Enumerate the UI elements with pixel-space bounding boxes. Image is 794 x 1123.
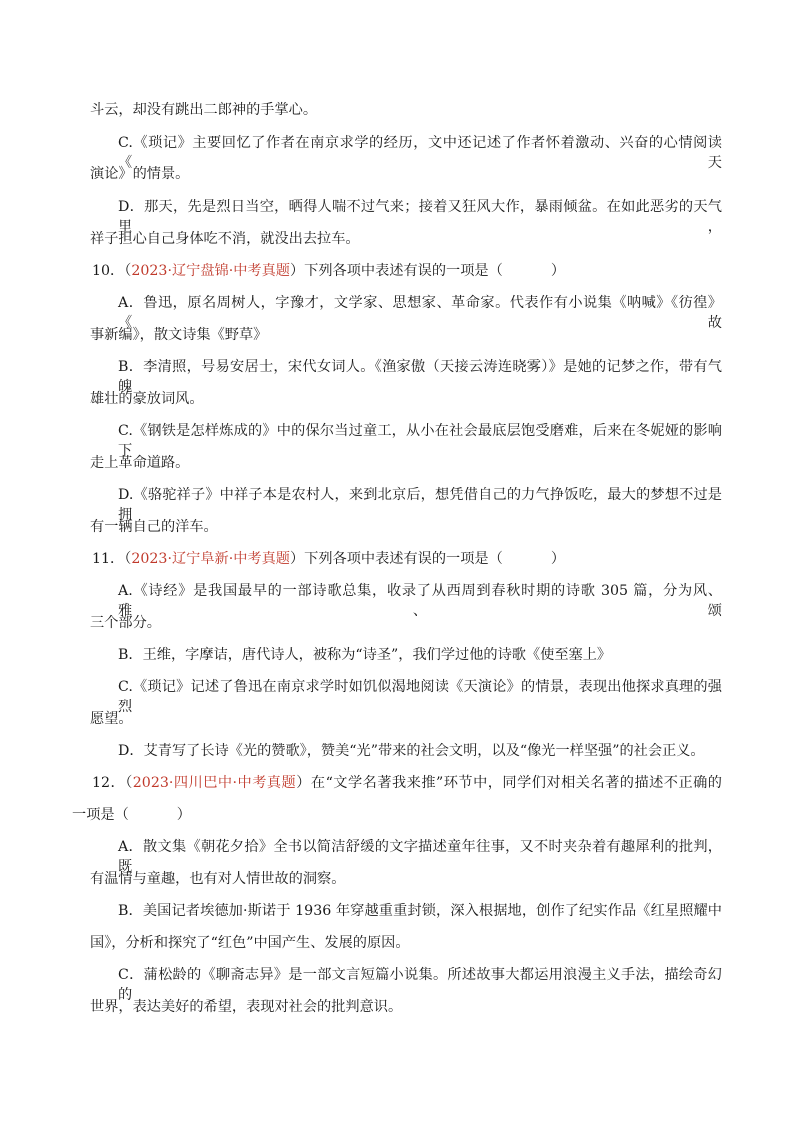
q12-option-c-line2: 世界，表达美好的希望，表现对社会的批判意识。 bbox=[90, 999, 403, 1015]
question-close: ） bbox=[550, 551, 566, 567]
q10-option-b-line2: 雄壮的豪放词风。 bbox=[90, 391, 204, 407]
q10-option-b-line1: B．李清照，号易安居士，宋代女词人。《渔家傲（天接云涛连晓雾）》是她的记梦之作，带有气魄 bbox=[118, 359, 722, 395]
question-text: ）下列各项中表述有误的一项是（ bbox=[289, 551, 503, 567]
question-10-stem bbox=[92, 261, 565, 281]
q10-option-a-line2: 事新编》，散文诗集《野草》 bbox=[90, 327, 268, 343]
q10-option-a-line1: A．鲁迅，原名周树人，字豫才，文学家、思想家、革命家。代表作有小说集《呐喊》《彷徨》《故 bbox=[118, 295, 722, 331]
question-text: ）下列各项中表述有误的一项是（ bbox=[289, 263, 503, 279]
question-text: ）在“文学名著我来推”环节中，同学们对相关名著的描述不正确的 bbox=[296, 775, 722, 791]
q10-option-c-line1: C.《钢铁是怎样炼成的》中的保尔当过童工，从小在社会最底层饱受磨难，后来在冬妮娅的影响下 bbox=[118, 423, 722, 459]
intro-line: 斗云，却没有跳出二郎神的手掌心。 bbox=[90, 102, 318, 118]
question-source: 2023·辽宁盘锦·中考真题 bbox=[131, 263, 290, 279]
prev-option-d-line1: D．那天，先是烈日当空，晒得人喘不过气来；接着又狂风大作，暴雨倾盆。在如此恶劣的天气里， bbox=[118, 199, 722, 235]
question-source: 2023·辽宁阜新·中考真题 bbox=[131, 551, 290, 567]
q10-option-c-line2: 走上革命道路。 bbox=[90, 455, 190, 471]
question-12-stem bbox=[92, 773, 722, 793]
q12-option-b-line2: 国》，分析和探究了“红色”中国产生、发展的原因。 bbox=[90, 935, 410, 951]
q11-option-c-line1: C.《琐记》记述了鲁迅在南京求学时如饥似渴地阅读《天演论》的情景，表现出他探求真理的强烈 bbox=[118, 679, 722, 715]
q11-option-a-line2: 三个部分。 bbox=[90, 615, 161, 631]
question-11-stem bbox=[92, 549, 565, 569]
prev-option-d-line2: 祥子担心自己身体吃不消，就没出去拉车。 bbox=[90, 231, 360, 247]
q10-option-d-line2: 有一辆自己的洋车。 bbox=[90, 519, 218, 535]
q11-option-b-line1: B．王维，字摩诘，唐代诗人，被称为“诗圣”，我们学过他的诗歌《使至塞上》 bbox=[118, 647, 612, 663]
question-close: ） bbox=[550, 263, 566, 279]
q11-option-d-line1: D．艾青写了长诗《光的赞歌》，赞美“光”带来的社会文明，以及“像光一样坚强”的社会正义。 bbox=[118, 743, 705, 759]
q12-option-b-line1: B．美国记者埃德加·斯诺于 1936 年穿越重重封锁，深入根据地，创作了纪实作品《红星照耀中 bbox=[118, 903, 722, 919]
question-close: ） bbox=[176, 807, 191, 823]
q10-option-d-line1: D.《骆驼祥子》中祥子本是农村人，来到北京后，想凭借自己的力气挣饭吃，最大的梦想不过是拥 bbox=[118, 487, 722, 523]
prev-option-c-line2: 演论》的情景。 bbox=[90, 166, 190, 182]
question-12-stem-line2 bbox=[72, 805, 191, 825]
question-number: 10．（ bbox=[92, 263, 132, 279]
q12-option-a-line1: A．散文集《朝花夕拾》全书以简洁舒缓的文字描述童年往事，又不时夹杂着有趣犀利的批判，既 bbox=[118, 839, 722, 875]
prev-option-c-line1: C.《琐记》主要回忆了作者在南京求学的经历，文中还记述了作者怀着激动、兴奋的心情阅读《天 bbox=[118, 135, 722, 171]
question-source: 2023·四川巴中·中考真题 bbox=[132, 775, 297, 791]
question-number: 11．（ bbox=[92, 551, 132, 567]
question-number: 12．（ bbox=[92, 775, 133, 791]
q12-option-a-line2: 有温情与童趣，也有对人情世故的洞察。 bbox=[90, 871, 346, 887]
q11-option-a-line1: A.《诗经》是我国最早的一部诗歌总集，收录了从西周到春秋时期的诗歌 305 篇，分为风、雅、颂 bbox=[118, 583, 722, 619]
q11-option-c-line2: 愿望。 bbox=[90, 711, 133, 727]
question-text: 一项是（ bbox=[72, 807, 129, 823]
q12-option-c-line1: C．蒲松龄的《聊斋志异》是一部文言短篇小说集。所述故事大都运用浪漫主义手法，描绘奇幻的 bbox=[118, 967, 722, 1003]
